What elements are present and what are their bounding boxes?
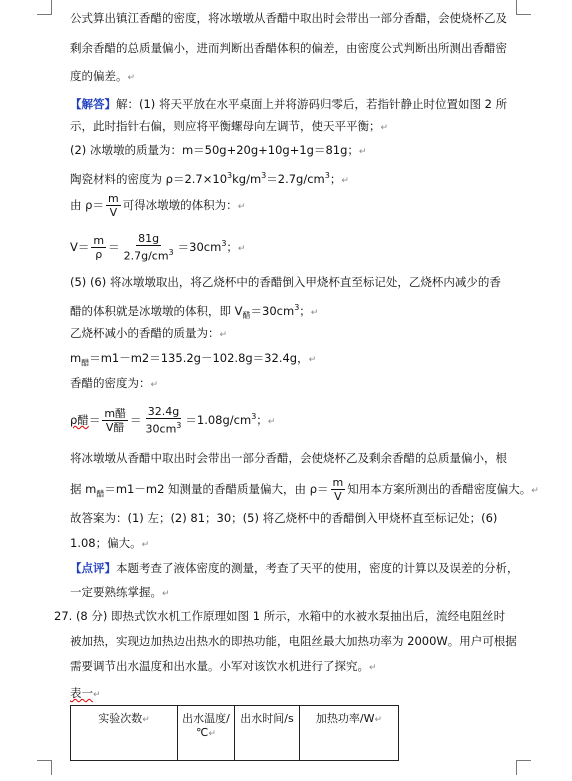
- fraction: $\frac{32.4g}{30cm^3}$: [145, 405, 182, 436]
- fraction: $\frac{\text{m醋}}{\text{V醋}}$: [104, 406, 127, 434]
- text-line: 被加热，实现边加热边出热水的即热功能，电阻丝最大加热功率为 2000W。用户可根据: [70, 634, 517, 648]
- text-line: 故答案为：(1) 左；(2) 81；30；(5) 将乙烧杯中的香醋倒入甲烧杯直至标记处；(6): [70, 511, 498, 525]
- text-line: 香醋的密度为：↵: [70, 376, 159, 390]
- text-line: 1.08；偏大。↵: [70, 536, 150, 550]
- crop-mark-top-left: [37, 0, 52, 15]
- text-line: (5) (6) 将冰墩墩取出，将乙烧杯中的香醋倒入甲烧杯直至标记处，乙烧杯内减少的香: [70, 275, 501, 289]
- answer-line: 【解答】解：(1) 将天平放在水平桌面上并将游码归零后，若指针静止时位置如图 2 所: [70, 97, 508, 111]
- table-caption: 表一↵: [70, 686, 101, 700]
- text-line: 一定要熟练掌握。↵: [70, 585, 170, 599]
- comment-tag: 【点评】: [70, 561, 116, 575]
- answer-tag: 【解答】: [70, 97, 116, 111]
- data-table: [70, 705, 399, 761]
- crop-mark-top-right: [516, 0, 531, 15]
- density-formula: ρ醋＝ $\frac{\text{m醋}}{\text{V醋}}$ ＝ $\frac{32.4g}{30cm^3}$ $=1.08g/cm^3$；↵: [70, 405, 276, 436]
- table-header: 出水时间/s: [235, 706, 300, 761]
- density-line: 陶瓷材料的密度为 $\rho=2.7\times 10^3kg/m^3=2.7g/cm^3$；↵: [70, 171, 349, 186]
- text-line: 据 $m_醋=m1-m2$ 知测量的香醋质量偏大，由 ρ＝ $\frac{m}{V}$ 知用本方案所测出的香醋密度偏大。↵: [70, 476, 539, 503]
- question-27: 27. (8 分) 即热式饮水机工作原理如图 1 所示，水箱中的水被水泵抽出后，流经电阻丝时: [54, 609, 506, 623]
- text-line: 公式算出镇江香醋的密度，将冰墩墩从香醋中取出时会带出一部分香醋，会使烧杯乙及: [70, 11, 507, 25]
- text-line: 示，此时指针右偏，则应将平衡螺母向左调节，使天平平衡；↵: [70, 119, 389, 133]
- text-line: 度的偏差。↵: [70, 69, 136, 83]
- fraction: $\frac{81g}{2.7g/cm^3}$: [123, 232, 174, 263]
- text-line: (2) 冰墩墩的质量为：m＝50g+20g+10g+1g＝81g；↵: [70, 143, 367, 157]
- text-line: 剩余香醋的总质量偏小，进而判断出香醋体积的偏差，由密度公式判断出所测出香醋密: [70, 41, 507, 55]
- mass-line: $m_醋=m1-m2=135.2g-102.8g=32.4g$，↵: [70, 351, 317, 368]
- table-header: 出水温度/℃↵: [178, 706, 235, 761]
- text-line: 醋的体积就是冰墩墩的体积，即 $V_醋=30cm^3$；↵: [70, 303, 319, 321]
- text-line: 乙烧杯减小的香醋的质量为：↵: [70, 326, 228, 340]
- comment-line: 【点评】本题考查了液体密度的测量，考查了天平的使用，密度的计算以及误差的分析，: [70, 561, 519, 575]
- text-line: 需要调节出水温度和出水量。小军对该饮水机进行了探究。↵: [70, 659, 377, 673]
- fraction: $\frac{m}{V}$: [107, 192, 119, 219]
- crop-mark-bottom-left: [37, 760, 52, 775]
- fraction: $\frac{m}{V}$: [332, 476, 344, 503]
- formula-line: 由 ρ＝ $\frac{m}{V}$ 可得冰墩墩的体积为：↵: [70, 192, 246, 219]
- crop-mark-bottom-right: [516, 760, 531, 775]
- volume-formula: V＝ $\frac{m}{\rho}$ ＝ $\frac{81g}{2.7g/cm^3}$ $=30cm^3$；↵: [70, 232, 246, 263]
- table-header: 加热功率/W↵: [300, 706, 399, 761]
- table-row: [71, 706, 399, 761]
- fraction: $\frac{m}{\rho}$: [93, 233, 105, 261]
- text-line: 将冰墩墩从香醋中取出时会带出一部分香醋，会使烧杯乙及剩余香醋的总质量偏小，根: [70, 451, 507, 465]
- table-header: 实验次数↵: [71, 706, 178, 761]
